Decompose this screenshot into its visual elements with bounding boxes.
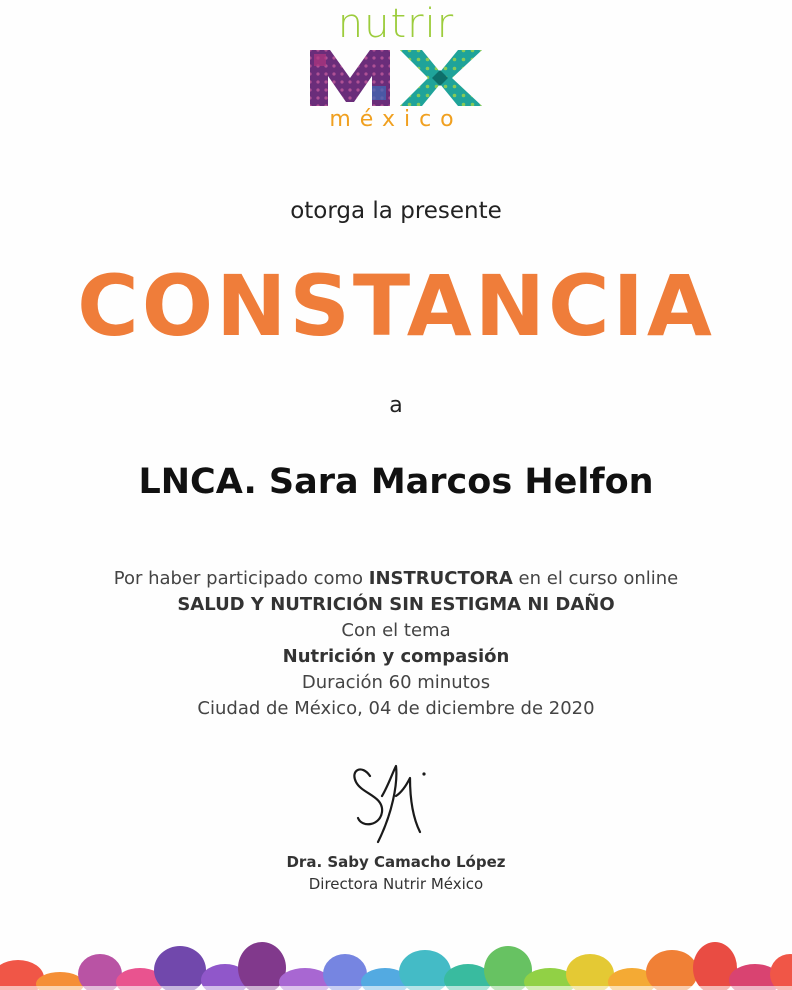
logo-bottom-word: méxico [329, 107, 463, 132]
signer-name: Dra. Saby Camacho López [286, 853, 506, 871]
theme-label: Con el tema [341, 620, 451, 641]
certificate-heading: CONSTANCIA [77, 257, 715, 355]
signer-role: Directora Nutrir México [308, 875, 484, 893]
certificate-details [0, 566, 792, 722]
participation-role: INSTRUCTORA [368, 568, 513, 589]
course-name: SALUD Y NUTRICIÓN SIN ESTIGMA NI DAÑO [177, 594, 615, 615]
colorful-silhouettes-band [0, 930, 792, 990]
participation-suffix: en el curso online [512, 568, 679, 589]
logo-mx-mark [306, 46, 486, 108]
connector-text: a [389, 393, 403, 418]
duration-text: Duración 60 minutos [301, 672, 491, 693]
participation-line [0, 566, 792, 592]
logo-top-word: nutrir [337, 1, 455, 47]
recipient-name: LNCA. Sara Marcos Helfon [138, 462, 654, 502]
intro-text: otorga la presente [290, 198, 502, 224]
participation-prefix: Por haber participado como [113, 568, 369, 589]
place-date-text: Ciudad de México, 04 de diciembre de 2020 [197, 698, 595, 719]
theme-name: Nutrición y compasión [282, 646, 510, 667]
nutrir-mx-logo [296, 2, 496, 138]
handwritten-signature [340, 756, 450, 852]
